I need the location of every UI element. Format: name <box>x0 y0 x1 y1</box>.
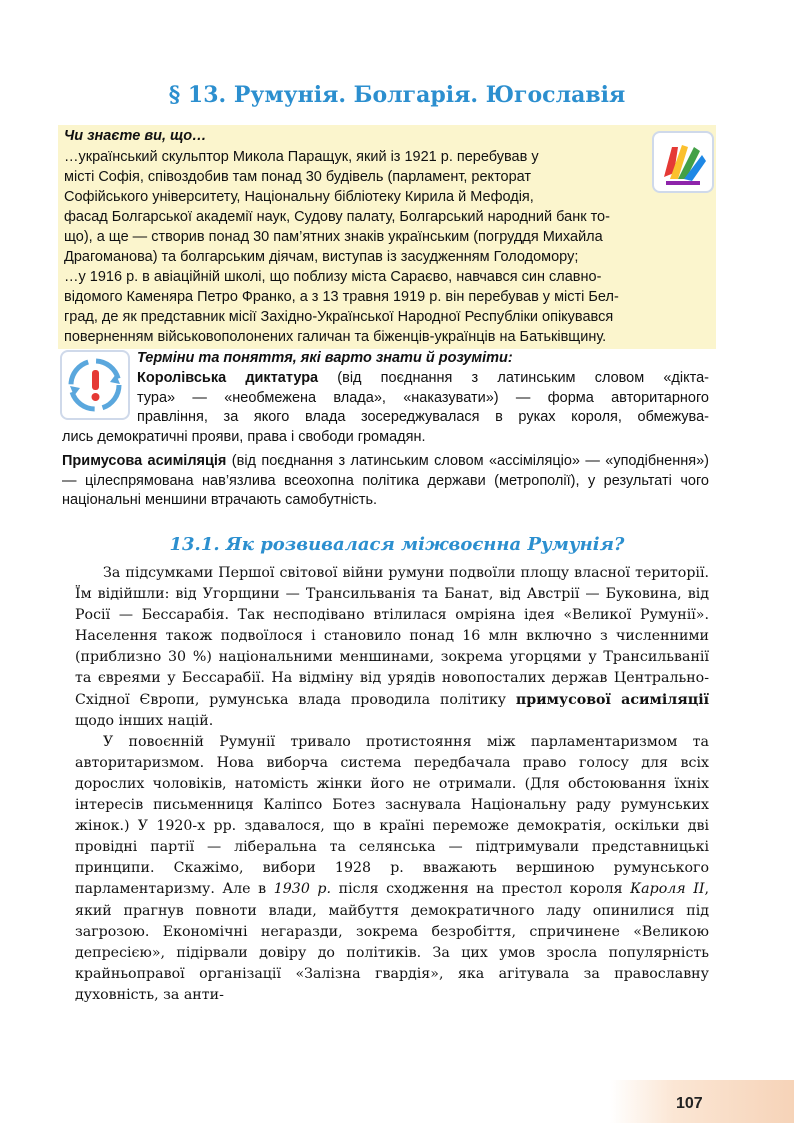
did-you-know-line: поверненням військовополонених галичан та біженців-українців на Батьківщину. <box>64 329 607 345</box>
did-you-know-line: град, де як представник місії Західно-Української Народної Республіки опікувався <box>64 309 614 325</box>
did-you-know-box <box>58 125 716 349</box>
did-you-know-text-wide <box>64 207 709 347</box>
section-subheading: 13.1. Як розвивалася міжвоєнна Румунія? <box>169 534 625 555</box>
term-text: (від поєднання з латинським словом «ассіміляціо» — «уподібнення») — цілеспрямована нав’язлива всеохопна політика держави (метрополії), у результаті чого національні меншини втрачають самобутність. <box>62 453 709 508</box>
term-name: Примусова асиміляція <box>62 453 227 469</box>
term-name: Королівська диктатура <box>137 370 319 386</box>
paragraph <box>75 732 709 1006</box>
text-run: після сходження на престол короля <box>331 881 631 898</box>
paragraph <box>75 563 709 732</box>
italic-name: Кароля II <box>630 881 705 898</box>
exclamation-arrows-icon <box>60 350 130 420</box>
text-run: , який прагнув повноти влади, майбуття демократичного ладу опинилися під загрозою. Економічні негаразди, зокрема безробіття, спричинене «Великою депресією», підірвали довіру до політиків. За цих умов зросла популярність крайньоправої організації «Залізна гвардія», яка агітувала за православну духовність, за анти- <box>75 881 709 1003</box>
term-line: правління, за якого влада зосереджувалася в руках короля, обмежува- <box>137 409 709 425</box>
bold-term: примусової асиміляції <box>515 691 709 708</box>
did-you-know-heading: Чи знаєте ви, що… <box>64 128 207 144</box>
did-you-know-line: Драгоманова) та болгарським діячам, виступав із засудженням Голодомору; <box>64 249 579 265</box>
did-you-know-line: Софійського університету, Національну бібліотеку Кирила й Мефодія, <box>64 189 534 205</box>
did-you-know-line: …у 1916 р. в авіаційній школі, що поблизу міста Сараєво, навчався син славно- <box>64 269 602 285</box>
page-title: § 13. Румунія. Болгарія. Югославія <box>168 82 626 108</box>
term-text: (від поєднання з латинським словом «дікта- <box>318 370 709 386</box>
did-you-know-line: місті Софія, співоздобив там понад 30 будівель (парламент, ректорат <box>64 169 532 185</box>
text-run: щодо інших націй. <box>75 712 214 729</box>
term-line-tail: лись демократичні прояви, права і свободи громадян. <box>62 429 426 445</box>
text-run: У повоєнній Румунії тривало протистояння між парламентаризмом та авторитаризмом. Нова виборча система передбачала право голосу для всіх дорослих чоловіків, натомість жінки його не отримали. (Для обстоювання їхніх інтересів письменниця Каліпсо Ботез заснувала Національну раду румунських жінок.) У 1920-х рр. здавалося, що в країні переможе демократія, оскільки дві провідні партії — ліберальна та селянська — підтримували представницькі принципи. Скажімо, вибори 1928 р. вважають вершиною румунського парламентаризму. Але в <box>75 733 709 898</box>
page-number: 107 <box>676 1095 703 1112</box>
did-you-know-line: відомого Каменяра Петро Франко, а з 13 травня 1919 р. він перебував у місті Бел- <box>64 289 619 305</box>
term-forced-assimilation <box>62 452 709 511</box>
italic-date: 1930 р. <box>273 881 332 898</box>
terms-heading: Терміни та поняття, які варто знати й розуміти: <box>137 350 513 366</box>
term-line: тура» — «необмежена влада», «наказувати») — форма авторитарного <box>137 389 709 406</box>
did-you-know-line: фасад Болгарської академії наук, Судову палату, Болгарський народний банк то- <box>64 209 610 225</box>
main-text <box>75 563 709 1006</box>
hands-icon <box>652 131 714 193</box>
term-royal-dictatorship <box>137 369 709 428</box>
did-you-know-line: що), а ще — створив понад 30 пам’ятних знаків українським (погруддя Михайла <box>64 229 603 245</box>
did-you-know-line: …український скульптор Микола Паращук, який із 1921 р. перебував у <box>64 149 539 165</box>
text-run: За підсумками Першої світової війни румуни подвоїли площу власної території. Їм відійшли: від Угорщини — Трансильванія та Банат, від Австрії — Буковина, від Росії — Бессарабія. Так несподівано втілилася омріяна ідея «Великої Румунії». Населення також подвоїлося і становило понад 16 млн включно з численними (приблизно 30 %) національними меншинами, зокрема угорцями у Трансильванії та євреями у Бессарабії. На відміну від урядів новопосталих держав Центрально-Східної Європи, румунська влада проводила політику <box>75 565 709 708</box>
term-line <box>137 369 709 389</box>
did-you-know-text <box>64 147 634 207</box>
